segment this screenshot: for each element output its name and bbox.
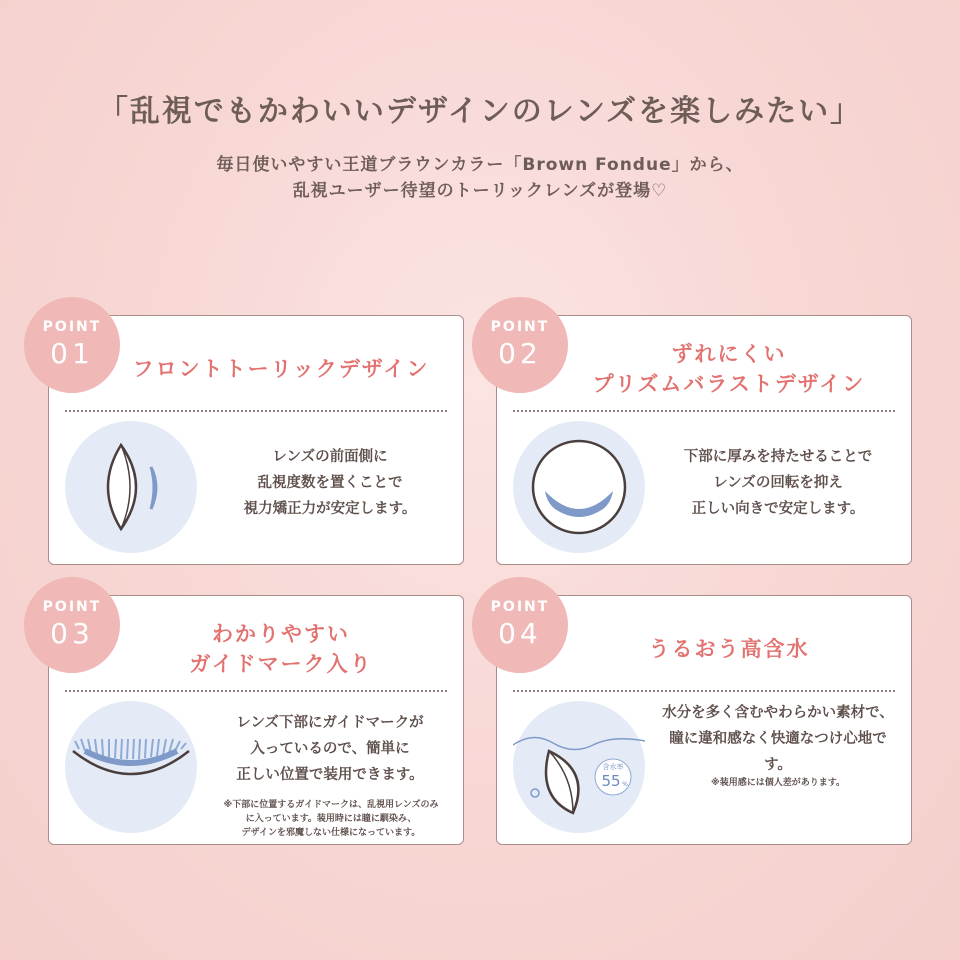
divider — [513, 410, 895, 412]
point-body-line: 視力矯正力が安定します。 — [243, 501, 417, 517]
subheadline-line-1: 毎日使いやすい王道ブラウンカラー「Brown Fondue」から、 — [216, 155, 744, 175]
point-body-line: 入っているので、簡単に — [250, 741, 410, 757]
divider — [65, 410, 447, 412]
lens-prism-ballast-icon — [513, 421, 645, 553]
point-badge-label: POINT — [42, 319, 102, 335]
point-badge-label: POINT — [490, 319, 550, 335]
point-title-line: うるおう高含水 — [648, 637, 810, 661]
point-body-line: 正しい位置で装用できます。 — [236, 767, 424, 783]
point-badge-label: POINT — [490, 599, 550, 615]
lens-side-view-icon — [65, 421, 197, 553]
point-body — [657, 428, 899, 538]
point-badge-number: 04 — [498, 617, 542, 650]
guide-mark-icon — [65, 701, 197, 833]
point-badge-04 — [472, 577, 568, 673]
subheadline-line-2: 乱視ユーザー待望のトーリックレンズが登場♡ — [292, 181, 668, 201]
point-title-line: フロントトーリックデザイン — [132, 357, 430, 381]
point-body-line: 正しい向きで安定します。 — [691, 501, 865, 517]
divider — [65, 690, 447, 692]
point-title — [109, 338, 453, 400]
water-content-value: 55 — [601, 772, 621, 790]
point-note-line: ※下部に位置するガイドマークは、乱視用レンズのみ — [223, 800, 439, 810]
water-content-unit: % — [622, 781, 628, 788]
point-title-line: わかりやすい — [212, 622, 350, 646]
point-title-line: プリズムバラストデザイン — [592, 372, 866, 396]
point-body — [657, 704, 899, 774]
point-badge-03 — [24, 577, 120, 673]
point-body-line: 瞳に違和感なく快適なつけ心地です。 — [669, 731, 887, 773]
point-title — [557, 338, 901, 400]
point-note-line: に入っています。装用時には瞳に馴染み、 — [245, 814, 417, 824]
point-body — [209, 704, 451, 794]
point-badge-number: 01 — [50, 337, 94, 370]
divider — [513, 690, 895, 692]
point-body-line: 水分を多く含むやわらかい素材で、 — [662, 705, 894, 721]
point-title-line: ずれにくい — [671, 342, 787, 366]
water-content-label: 含水率 — [602, 763, 624, 771]
point-badge-label: POINT — [42, 599, 102, 615]
water-content-icon — [513, 701, 645, 833]
point-badge-number: 02 — [498, 337, 542, 370]
point-title-line: ガイドマーク入り — [189, 652, 373, 676]
point-body-line: 乱視度数を置くことで — [257, 475, 403, 491]
point-badge-01 — [24, 297, 120, 393]
point-body-line: 下部に厚みを持たせることで — [683, 449, 873, 465]
point-note — [207, 798, 455, 840]
point-badge-02 — [472, 297, 568, 393]
point-body-line: レンズ下部にガイドマークが — [236, 715, 424, 731]
point-note-line: ※装用感には個人差があります。 — [710, 778, 846, 788]
point-body — [209, 428, 451, 538]
headline: 「乱視でもかわいいデザインのレンズを楽しみたい」 — [97, 94, 863, 129]
point-body-line: レンズの前面側に — [272, 449, 388, 465]
point-body-line: レンズの回転を抑え — [713, 475, 843, 491]
point-title — [109, 618, 453, 680]
point-note — [657, 776, 899, 790]
point-note-line: デザインを邪魔しない仕様になっています。 — [241, 828, 421, 838]
point-badge-number: 03 — [50, 617, 94, 650]
point-title — [557, 618, 901, 680]
